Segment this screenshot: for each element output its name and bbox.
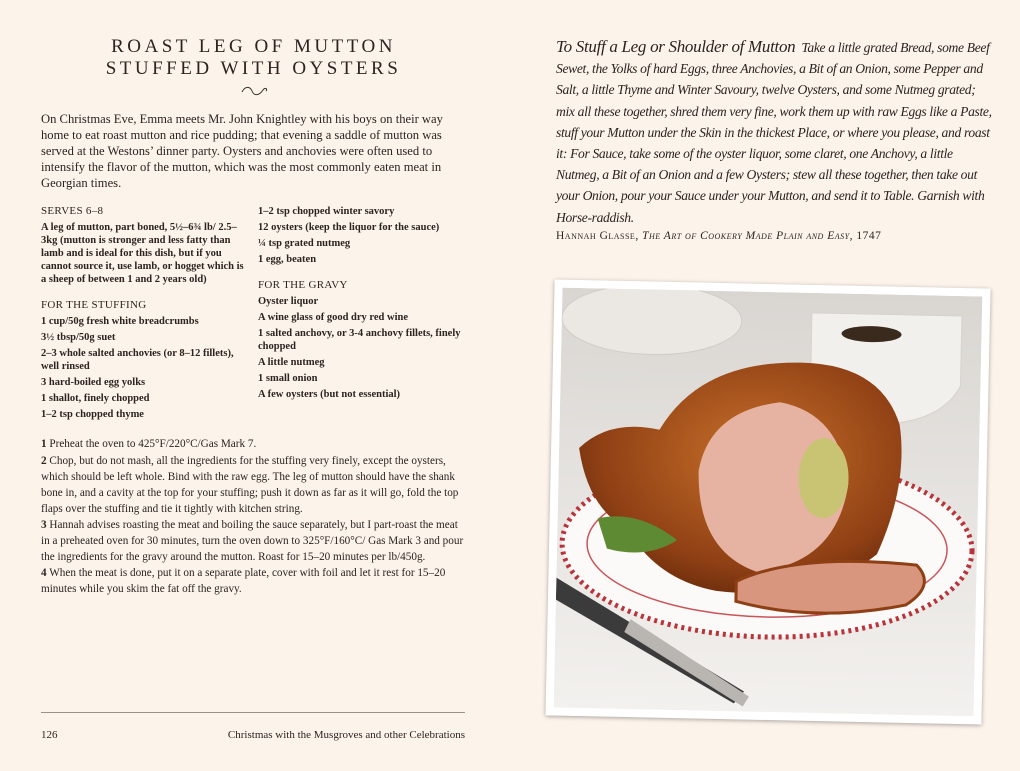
historical-quote (556, 36, 996, 228)
gravy-heading: FOR THE GRAVY (258, 279, 348, 292)
main-ingredient: A leg of mutton, part boned, 5½–6¾ lb/ 2.5–3kg (mutton is stronger and less fatty than lamb and is ideal for this dish, but if you cannot source it, use lamb, or hogget which is a sheep of between 1 and 2 years old) (41, 222, 244, 286)
ingredient: A wine glass of good dry red wine (258, 312, 409, 324)
ornament-swirl-icon (239, 84, 269, 98)
ingredient: 1 egg, beaten (258, 254, 317, 266)
method-steps (41, 436, 466, 597)
ingredient: 1 cup/50g fresh white breadcrumbs (41, 316, 199, 328)
ingredient: ¼ tsp grated nutmeg (258, 238, 351, 250)
ingredient: 3½ tbsp/50g suet (41, 332, 116, 344)
ingredient: Oyster liquor (258, 296, 319, 308)
title-line-2: STUFFED WITH OYSTERS (105, 58, 402, 79)
ingredient: 1 salted anchovy, or 3-4 anchovy fillets, finely chopped (258, 328, 461, 353)
stuffing-heading: FOR THE STUFFING (41, 299, 147, 312)
quote-body: Take a little grated Bread, some Beef Sewet, the Yolks of hard Eggs, three Anchovies, a Bit of an Onion, some Pepper and Salt, a little Thyme and Winter Savoury, twelve Oysters, and some Nutmeg grated; mix all these together, shred them very fine, work them up with raw Eggs like a Paste, stuff your Mutton under the Skin in the thickest Place, or where you please, and roast it: For Sauce, take some of the oyster liquor, some claret, one Anchovy, a little Nutmeg, a Bit of an Onion and a few Oysters; stew all these together, then take out your Onion, pour your Sauce under your Mutton, and send it to Table. Garnish with Horse-raddish. (556, 40, 992, 225)
ingredient: 1 shallot, finely chopped (41, 393, 150, 405)
ingredient: 1 small onion (258, 373, 318, 385)
attribution-author: Hannah Glasse, (556, 229, 643, 242)
ingredients-column-2 (258, 205, 466, 424)
page-number: 126 (41, 729, 58, 741)
method-step: 4 When the meat is done, put it on a separate plate, cover with foil and let it rest for 15–20 minutes while you skim the fat off the gravy. (41, 567, 446, 596)
ingredient: 1–2 tsp chopped winter savory (258, 206, 395, 218)
attribution-book: The Art of Cookery Made Plain and Easy (642, 229, 850, 242)
method-step: 3 Hannah advises roasting the meat and boiling the sauce separately, but I part-roast the meat in a preheated oven for 30 minutes, turn the oven down to 325°F/160°C/ Gas Mark 3 and pour the ingredients for the gravy around the mutton. Roast for 15–20 minutes per lb/450g. (41, 518, 464, 564)
method-step: 1 Preheat the oven to 425°F/220°C/Gas Mark 7. (41, 438, 257, 451)
ingredient: 3 hard-boiled egg yolks (41, 377, 146, 389)
attribution-year: , 1747 (849, 229, 882, 242)
title-line-1: ROAST LEG OF MUTTON (111, 36, 396, 57)
ingredient: A few oysters (but not essential) (258, 389, 401, 401)
quote-attribution (556, 230, 996, 242)
recipe-title (41, 36, 466, 80)
ingredient: 2–3 whole salted anchovies (or 8–12 fillets), well rinsed (41, 348, 234, 373)
ingredients (41, 205, 466, 424)
running-footer: Christmas with the Musgroves and other Celebrations (227, 729, 465, 741)
quote-title: To Stuff a Leg or Shoulder of Mutton (556, 37, 796, 56)
right-page-text (556, 36, 996, 242)
left-page (41, 36, 466, 597)
ingredient: A little nutmeg (258, 357, 325, 369)
ingredient: 12 oysters (keep the liquor for the sauce) (258, 222, 440, 234)
roast-mutton-image (554, 288, 983, 717)
roast-mutton-photo (545, 279, 990, 724)
intro-paragraph: On Christmas Eve, Emma meets Mr. John Knightley with his boys on their way home to eat roast mutton and rice pudding; that evening a saddle of mutton was served at the Westons’ dinner party. Oysters and anchovies were often used to intensify the flavor of the mutton, which was the most commonly eaten meat in Georgian times. (41, 112, 443, 191)
footer-rule (41, 712, 465, 713)
ingredient: 1–2 tsp chopped thyme (41, 409, 144, 421)
serves-label: SERVES 6–8 (41, 205, 104, 218)
method-step: 2 Chop, but do not mash, all the ingredients for the stuffing very finely, except the oysters, which should be left whole. Bind with the raw egg. The leg of mutton should have the shank bone in, and a cavity at the top for your stuffing; push it down as far as it will go, fold the top flaps over the stuffing and tie it tightly with kitchen string. (41, 454, 459, 515)
ingredients-column-1 (41, 205, 249, 424)
